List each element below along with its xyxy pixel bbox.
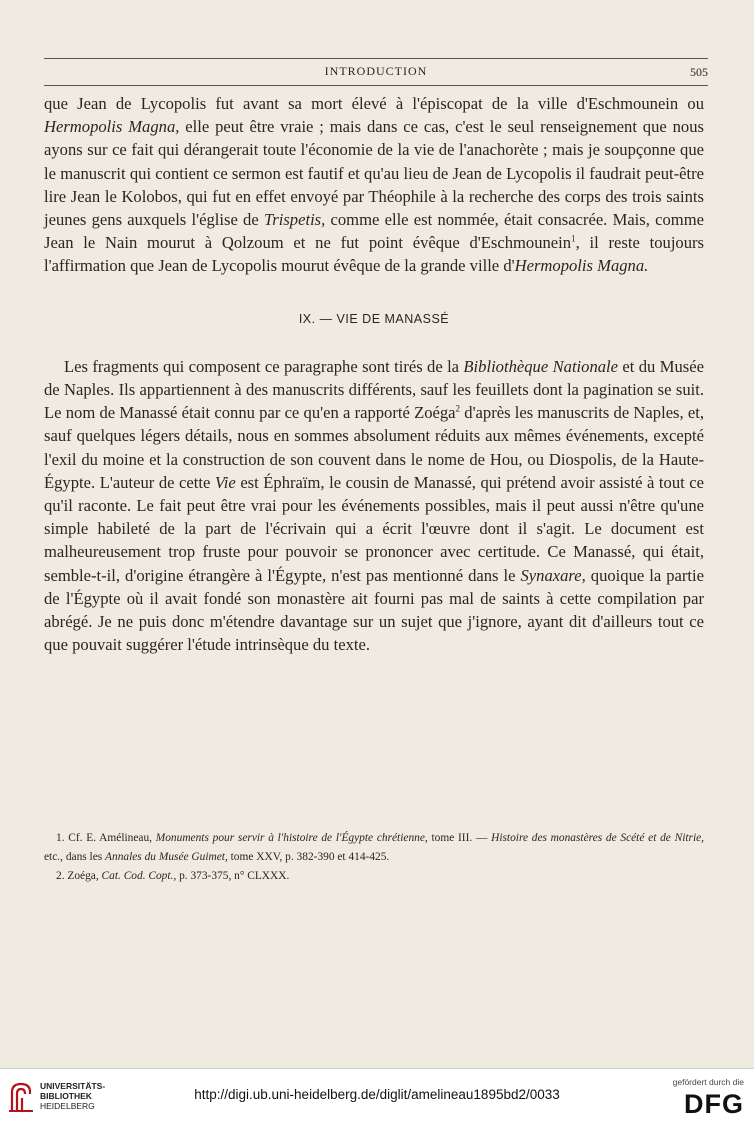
italic-run: Trispetis, xyxy=(263,210,326,230)
italic-run: Synaxare, xyxy=(520,565,586,585)
running-title: INTRODUCTION xyxy=(324,64,428,78)
italic-run: Annales du Musée Guimet, xyxy=(105,851,228,863)
italic-run: Vie xyxy=(214,472,236,492)
italic-run: Histoire des monastères de Scété et de Nitrie, xyxy=(491,832,705,844)
text-run: quoique la partie de l'Égypte où il avait fondé son monastère ait fourni pas mal de saints à cette compilation par abrégé. Je ne puis donc m'étendre davantage sur un sujet que j'ignore, ayant dit d'ailleurs tout ce que pouvait suggérer l'étude intrinsèque du texte. xyxy=(44,565,704,655)
italic-run: Hermopolis Magna. xyxy=(514,256,649,276)
page-header xyxy=(44,58,708,86)
text-run: p. 373-375, n° CLXXX. xyxy=(176,870,290,882)
library-footer-bar xyxy=(0,1068,754,1125)
text-run: Les fragments qui composent ce paragraphe sont tirés de la xyxy=(64,356,464,376)
section-title: IX. — VIE DE MANASSÉ xyxy=(298,311,450,326)
footnotes xyxy=(44,829,704,886)
text-run: que Jean de Lycopolis fut avant sa mort élevé à l'épiscopat de la ville d'Eschmounein ou xyxy=(44,94,704,113)
italic-run: Monuments pour servir à l'histoire de l'Égypte chrétienne, xyxy=(155,832,428,844)
footnote-2 xyxy=(44,867,704,886)
text-run: 2. Zoéga, xyxy=(56,870,102,882)
funder-label: gefördert durch die xyxy=(672,1077,744,1087)
text-run: est Éphraïm, le cousin de Manassé, qui prétend avoir assisté à tout ce qu'il raconte. Le fait peut être vrai pour les événements possibles, mais il peut aussi n'être qu'une simple habileté de la part de l'écrivain qui a écrit l'œuvre dont il s'agit. Le document est malheureusement trop fruste pour pouvoir se prononcer avec certitude. Ce Manassé, qui était, semble-t-il, d'origine étrangère à l'Égypte, n'est pas mentionné dans le xyxy=(44,472,704,585)
permalink-url[interactable]: http://digi.ub.uni-heidelberg.de/diglit/amelineau1895bd2/0033 xyxy=(194,1087,560,1102)
italic-run: Hermopolis Magna, xyxy=(44,117,180,137)
library-name-line: HEIDELBERG xyxy=(40,1101,95,1111)
footnote-ref-2: 2 xyxy=(455,403,461,414)
italic-run: Cat. Cod. Copt., xyxy=(101,870,177,882)
paragraph-2 xyxy=(44,355,704,657)
footnote-1 xyxy=(44,829,704,867)
dfg-logo: DFG xyxy=(684,1089,744,1119)
italic-run: Bibliothèque Nationale xyxy=(463,356,619,376)
library-name-line: UNIVERSITÄTS- xyxy=(40,1081,106,1091)
library-name-line: BIBLIOTHEK xyxy=(40,1091,92,1101)
header-rule-bottom xyxy=(44,85,708,86)
header-rule-top xyxy=(44,58,708,59)
page-number: 505 xyxy=(690,65,708,79)
paragraph-1 xyxy=(44,92,704,278)
text-run: etc., dans les xyxy=(44,851,106,863)
footnote-ref-1: 1 xyxy=(571,233,576,244)
main-text xyxy=(44,92,704,656)
text-run: comme elle est nommée, était consacrée. Mais, comme Jean le Nain mourut à Qolzoum et ne fut point évêque d'Eschmounein xyxy=(44,210,704,253)
text-run: et du Musée de Naples. Ils appartiennent à des manuscrits différents, sauf les feuillets dont la pagination se suit. Le nom de Manassé était connu par ce qu'en a rapporté Zoéga xyxy=(44,356,704,423)
text-run: 1. Cf. E. Amélineau, xyxy=(56,832,156,844)
text-run: elle peut être vraie ; mais dans ce cas, c'est le seul renseignement que nous ayons sur ce fait qui dérangerait toute l'économie de la vie de l'anachorète ; mais je soupçonne que le manuscrit qui contient ce sermon est fautif et qu'au lieu de Jean de Lycopolis il faudrait peut-être lire Jean le Kolobos, qui fut en effet envoyé par Théophile à la recherche des corps des trois saints jeunes gens auxquels l'église de xyxy=(44,117,704,230)
text-run: tome III. — xyxy=(427,832,492,844)
text-run: tome XXV, p. 382-390 et 414-425. xyxy=(227,851,390,863)
text-run: d'après les manuscrits de Naples, et, sauf quelques légers détails, nous en sommes absolument réduits aux mêmes événements, excepté l'exil du moine et la construction de son couvent dans le nome de Hou, ou Diospolis, de la Haute-Égypte. L'auteur de cette xyxy=(44,403,705,492)
text-run: , il reste toujours l'affirmation que Jean de Lycopolis mourut évêque de la grande ville d' xyxy=(44,233,705,276)
